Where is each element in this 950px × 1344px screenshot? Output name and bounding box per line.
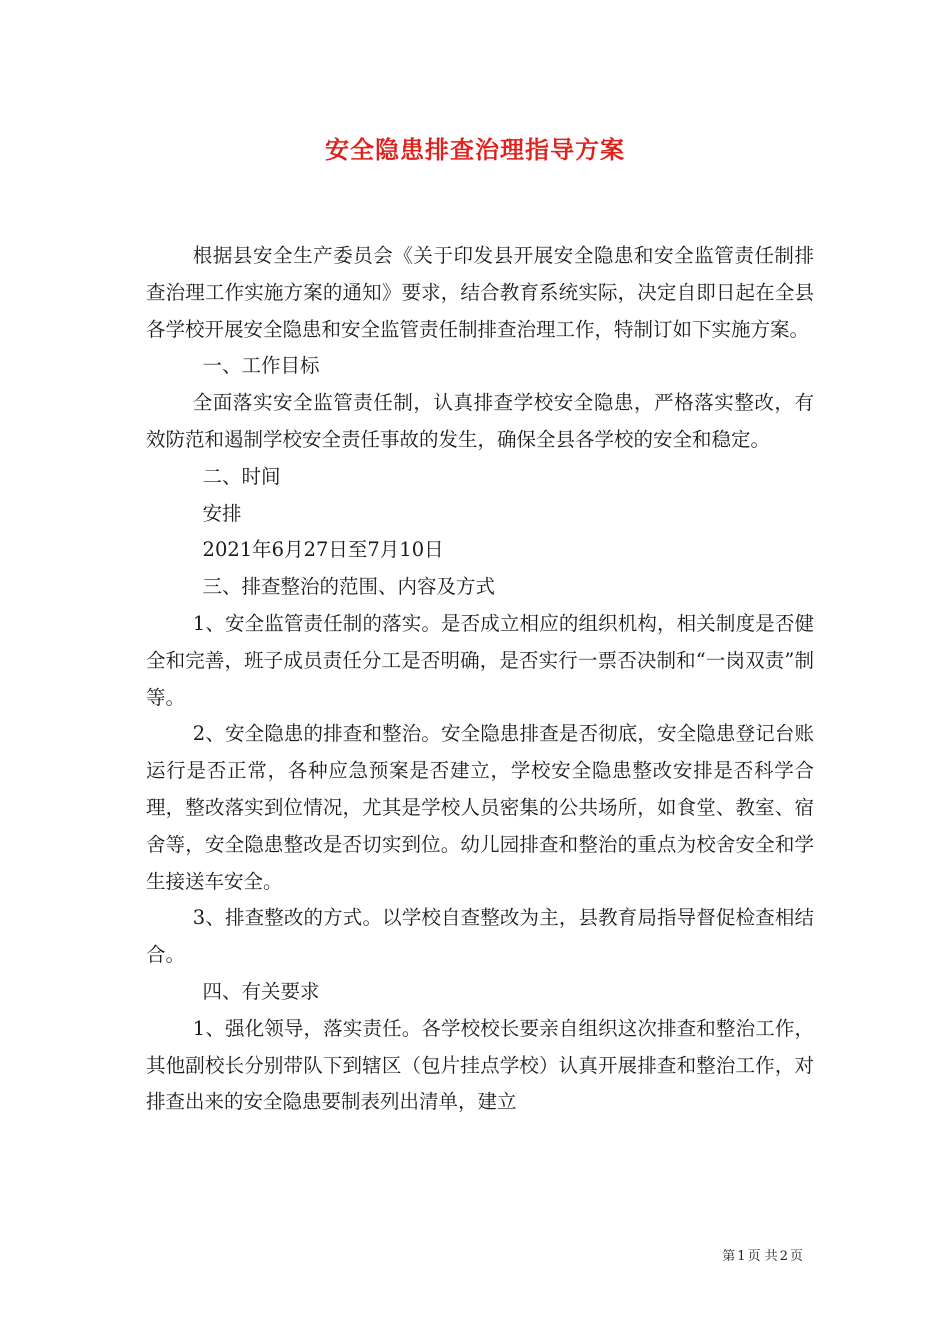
page-footer (721, 1248, 804, 1266)
footer-mid: 页 共 (747, 1249, 778, 1264)
scope-item-3: 3、排查整改的方式。以学校自查整改为主，县教育局指导督促检查相结合。 (146, 906, 814, 967)
scope-item-1: 1、安全监管责任制的落实。是否成立相应的组织机构，相关制度是否健全和完善，班子成员责任分工是否明确，是否实行一票否决制和“一岗双责”制等。 (146, 611, 814, 709)
time-range: 2021年6月27日至7月10日 (202, 538, 444, 562)
document-title: 安全隐患排查治理指导方案 (325, 135, 625, 164)
document-body (146, 238, 814, 1121)
requirement-item-1: 1、强化领导，落实责任。各学校校长要亲自组织这次排查和整治工作，其他副校长分别带队下到辖区（包片挂点学校）认真开展排查和整治工作，对排查出来的安全隐患要制表列出清单，建立 (146, 1016, 814, 1114)
footer-total-pages: 2 (779, 1249, 788, 1264)
intro-paragraph: 根据县安全生产委员会《关于印发县开展安全隐患和安全监管责任制排查治理工作实施方案的通知》要求，结合教育系统实际，决定自即日起在全县各学校开展安全隐患和安全监管责任制排查治理工作，特制订如下实施方案。 (146, 244, 814, 341)
section-heading-scope: 三、排查整治的范围、内容及方式 (202, 575, 496, 599)
footer-suffix: 页 (789, 1249, 803, 1264)
section-heading-requirements: 四、有关要求 (202, 979, 320, 1003)
goals-paragraph: 全面落实安全监管责任制，认真排查学校安全隐患，严格落实整改，有效防范和遏制学校安全责任事故的发生，确保全县各学校的安全和稳定。 (146, 391, 814, 451)
section-heading-time: 二、时间 (202, 464, 281, 488)
footer-prefix: 第 (722, 1249, 736, 1264)
scope-item-2: 2、安全隐患的排查和整治。安全隐患排查是否彻底，安全隐患登记台账运行是否正常，各种应急预案是否建立，学校安全隐患整改安排是否科学合理，整改落实到位情况，尤其是学校人员密集的公共场所，如食堂、教室、宿舍等，安全隐患整改是否切实到位。幼儿园排查和整治的重点为校舍安全和学生接送车安全。 (146, 722, 814, 893)
footer-current-page: 1 (737, 1249, 746, 1264)
time-arrangement: 安排 (202, 501, 242, 525)
section-heading-goals: 一、工作目标 (202, 354, 320, 378)
